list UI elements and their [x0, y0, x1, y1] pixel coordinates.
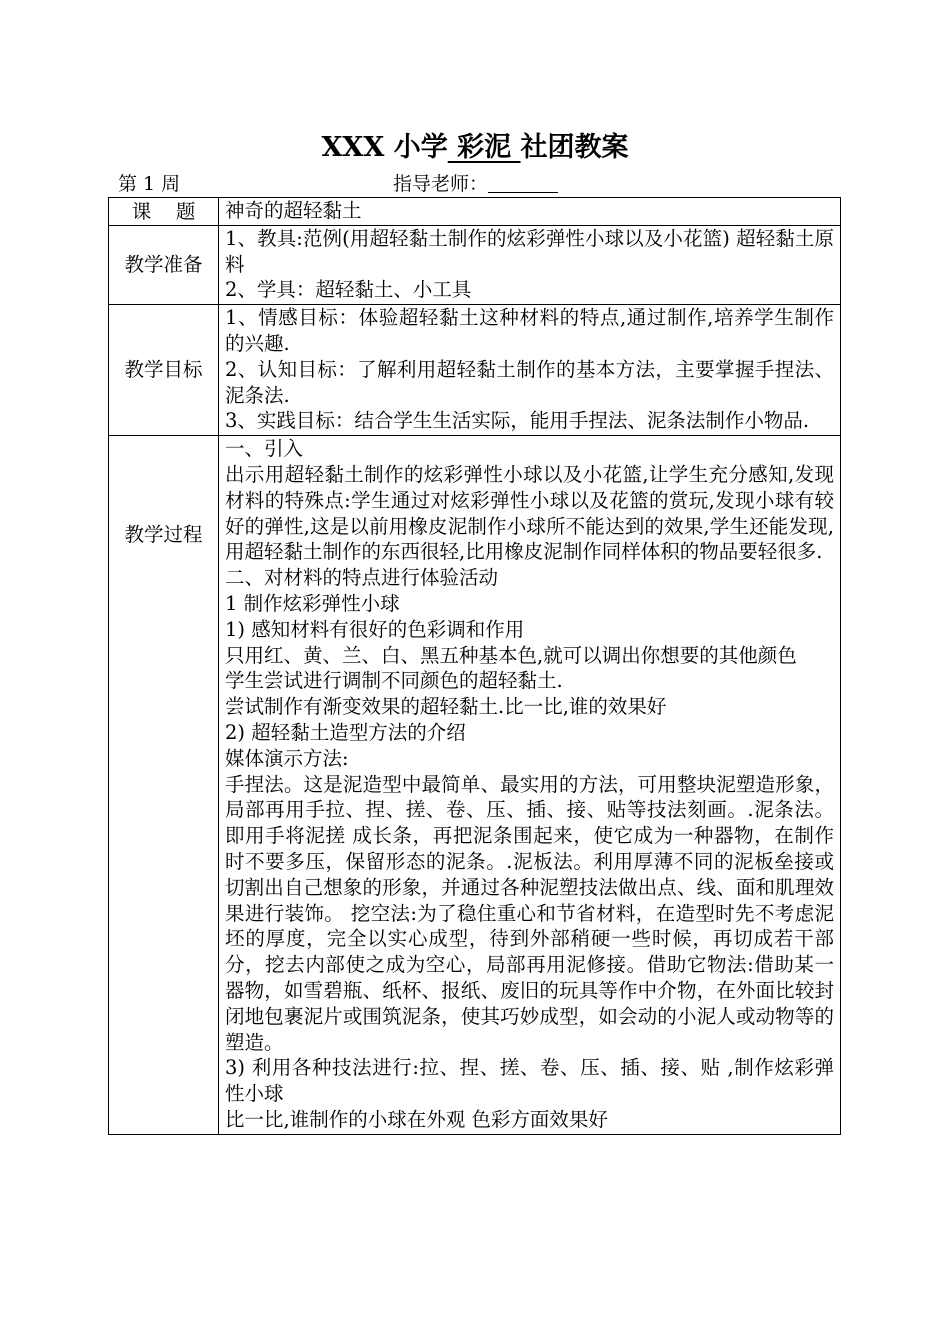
process-line: 二、对材料的特点进行体验活动 — [225, 566, 499, 590]
page-title — [0, 130, 950, 166]
process-label: 教学过程 — [109, 436, 219, 1135]
title-suffix: 社团教案 — [520, 132, 629, 163]
title-school: XXX 小学 — [321, 132, 448, 163]
process-line: 手捏法。这是泥造型中最简单、最实用的方法，可用整块泥塑造形象，局部再用手拉、捏、搓、卷、压、插、接、贴等技法刻画。.泥条法。即用手将泥搓 成长条，再把泥条围起来，使它成为一种器物，在制作时不要多压，保留形态的泥条。.泥板法。利用厚薄不同的泥板垒接或切割出自己想象的形象，并通过各种泥塑技法做出点、线、面和肌理效果进行装饰。 挖空法:为了稳住重心和节省材料，在造型时先不考虑泥坯的厚度，完全以实心成型，待到外部稍硬一些时候，再切成若干部分，挖去内部使之成为空心，局部再用泥修接。借助它物法:借助某一器物，如雪碧瓶、纸杯、报纸、废旧的玩具等作中介物，在外面比较封闭地包裹泥片或围筑泥条，使其巧妙成型，如会动的小泥人或动物等的塑造。 — [225, 772, 834, 1054]
preparation-label: 教学准备 — [109, 225, 219, 304]
process-line: 1 制作炫彩弹性小球 — [225, 591, 400, 615]
lesson-plan-table — [108, 197, 841, 1135]
process-line: 一、引入 — [225, 437, 304, 461]
goal-line: 3、实践目标：结合学生生活实际，能用手捏法、泥条法制作小物品. — [225, 409, 810, 433]
process-line: 比一比,谁制作的小球在外观 色彩方面效果好 — [225, 1107, 608, 1131]
goal-line: 2、认知目标：了解利用超轻黏土制作的基本方法，主要掌握手捏法、泥条法. — [225, 357, 834, 407]
table-row — [109, 198, 841, 226]
preparation-content — [219, 225, 841, 304]
process-line: 尝试制作有渐变效果的超轻黏土.比一比,谁的效果好 — [225, 695, 667, 719]
goal-line: 1、情感目标：体验超轻黏土这种材料的特点,通过制作,培养学生制作的兴趣. — [225, 306, 834, 355]
process-line: 媒体演示方法: — [225, 746, 349, 770]
process-line: 出示用超轻黏土制作的炫彩弹性小球以及小花篮,让学生充分感知,发现材料的特殊点:学生通过对炫彩弹性小球以及花篮的赏玩,发现小球有较好的弹性,这是以前用橡皮泥制作小球所不能达到的效果,学生还能发现,用超轻黏土制作的东西很轻,比用橡皮泥制作同样体积的物品要轻很多. — [225, 462, 834, 564]
table-row — [109, 225, 841, 304]
meta-line — [108, 172, 841, 196]
teacher-field — [393, 172, 558, 196]
process-content — [219, 436, 841, 1135]
process-line: 学生尝试进行调制不同颜色的超轻黏土. — [225, 669, 563, 693]
preparation-line: 2、学具：超轻黏土、小工具 — [225, 278, 472, 302]
process-line: 1) 感知材料有很好的色彩调和作用 — [225, 617, 525, 641]
topic-content: 神奇的超轻黏土 — [219, 198, 841, 226]
goals-content — [219, 305, 841, 436]
process-line: 只用红、黄、兰、白、黑五种基本色,就可以调出你想要的其他颜色 — [225, 643, 797, 667]
title-club-name: 彩泥 — [447, 132, 521, 163]
teacher-label: 指导老师： — [393, 173, 489, 195]
process-line: 2) 超轻黏土造型方法的介绍 — [225, 720, 466, 744]
table-row — [109, 436, 841, 1135]
week-number: 第 1 周 — [118, 173, 181, 195]
table-row — [109, 305, 841, 436]
preparation-line: 1、教具:范例(用超轻黏土制作的炫彩弹性小球以及小花篮) 超轻黏土原料 — [225, 226, 834, 276]
teacher-blank — [488, 172, 558, 193]
topic-label: 课 题 — [109, 198, 219, 226]
goals-label: 教学目标 — [109, 305, 219, 436]
process-line: 3) 利用各种技法进行:拉、捏、搓、卷、压、插、接、贴 ,制作炫彩弹性小球 — [225, 1056, 834, 1106]
